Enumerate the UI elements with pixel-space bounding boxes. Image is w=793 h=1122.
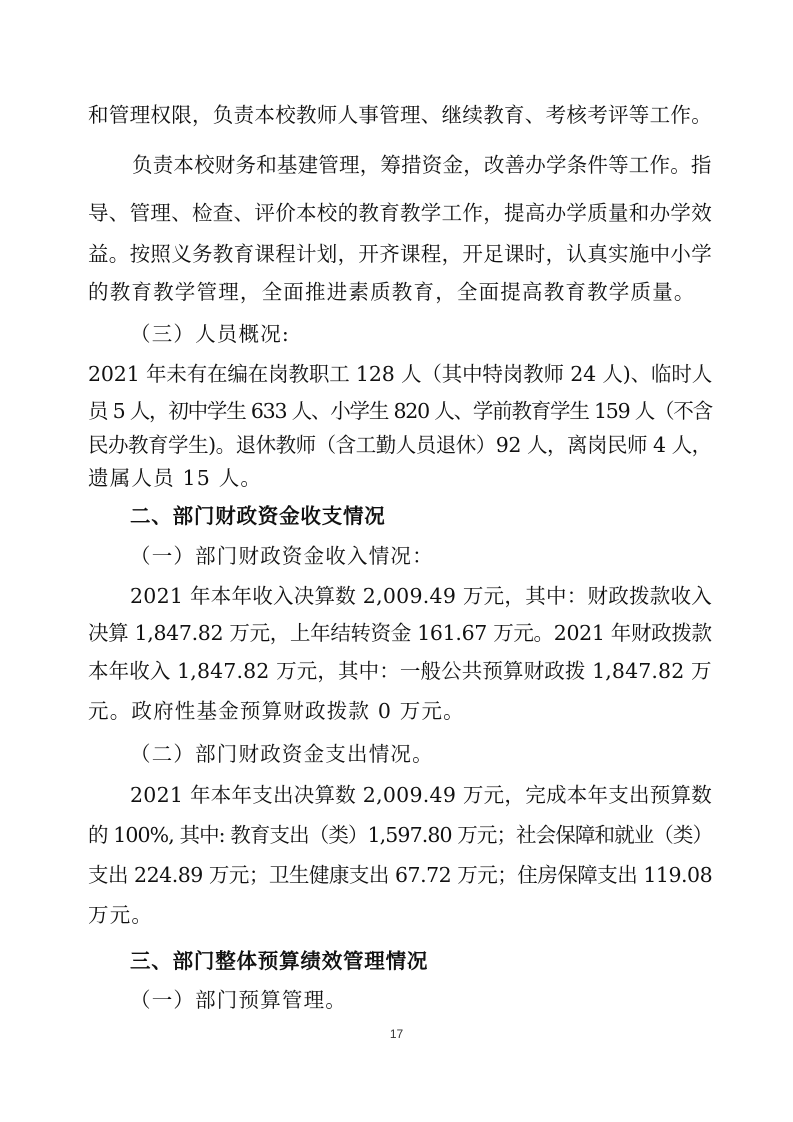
- text-line: 万元。: [88, 903, 154, 927]
- chapter-heading: 二、部门财政资金收支情况: [130, 504, 386, 528]
- text-line: 员 5 人，初中学生 633 人、小学生 820 人、学前教育学生 159 人（不含: [88, 399, 712, 423]
- text-line: 和管理权限，负责本校教师人事管理、继续教育、考核考评等工作。: [88, 103, 712, 127]
- text-line: 决算 1,847.82 万元，上年结转资金 161.67 万元。2021 年财政拨款: [88, 621, 712, 645]
- text-line: 本年收入 1,847.82 万元，其中：一般公共预算财政拨 1,847.82 万: [88, 659, 712, 683]
- text-line: 的 100%, 其中: 教育支出（类）1,597.80 万元；社会保障和就业（类）: [88, 823, 713, 847]
- text-line: 负责本校财务和基建管理，筹措资金，改善办学条件等工作。指: [132, 153, 712, 177]
- section-heading: （一）部门财政资金收入情况：: [130, 544, 434, 568]
- page-number: 17: [389, 1027, 404, 1041]
- text-line: 益。按照义务教育课程计划，开齐课程，开足课时，认真实施中小学: [88, 242, 712, 266]
- chapter-heading: 三、部门整体预算绩效管理情况: [130, 949, 429, 973]
- section-heading: （一）部门预算管理。: [130, 988, 347, 1012]
- section-heading: （三）人员概况:: [130, 322, 291, 346]
- text-line: 2021 年本年支出决算数 2,009.49 万元，完成本年支出预算数: [130, 783, 713, 807]
- text-line: 导、管理、检查、评价本校的教育教学工作，提高办学质量和办学效: [88, 201, 712, 225]
- text-line: 元。政府性基金预算财政拨款 0 万元。: [88, 699, 465, 723]
- text-line: 民办教育学生)。退休教师（含工勤人员退休）92 人，离岗民师 4 人，: [88, 433, 712, 457]
- section-heading: （二）部门财政资金支出情况。: [130, 742, 434, 766]
- text-line: 遗属人员 15 人。: [88, 466, 263, 490]
- text-line: 的教育教学管理，全面推进素质教育，全面提高教育教学质量。: [88, 280, 696, 304]
- text-line: 支出 224.89 万元；卫生健康支出 67.72 万元；住房保障支出 119.08: [88, 863, 713, 887]
- text-line: 2021 年本年收入决算数 2,009.49 万元，其中：财政拨款收入: [130, 584, 713, 608]
- text-line: 2021 年未有在编在岗教职工 128 人（其中特岗教师 24 人)、临时人: [88, 362, 713, 386]
